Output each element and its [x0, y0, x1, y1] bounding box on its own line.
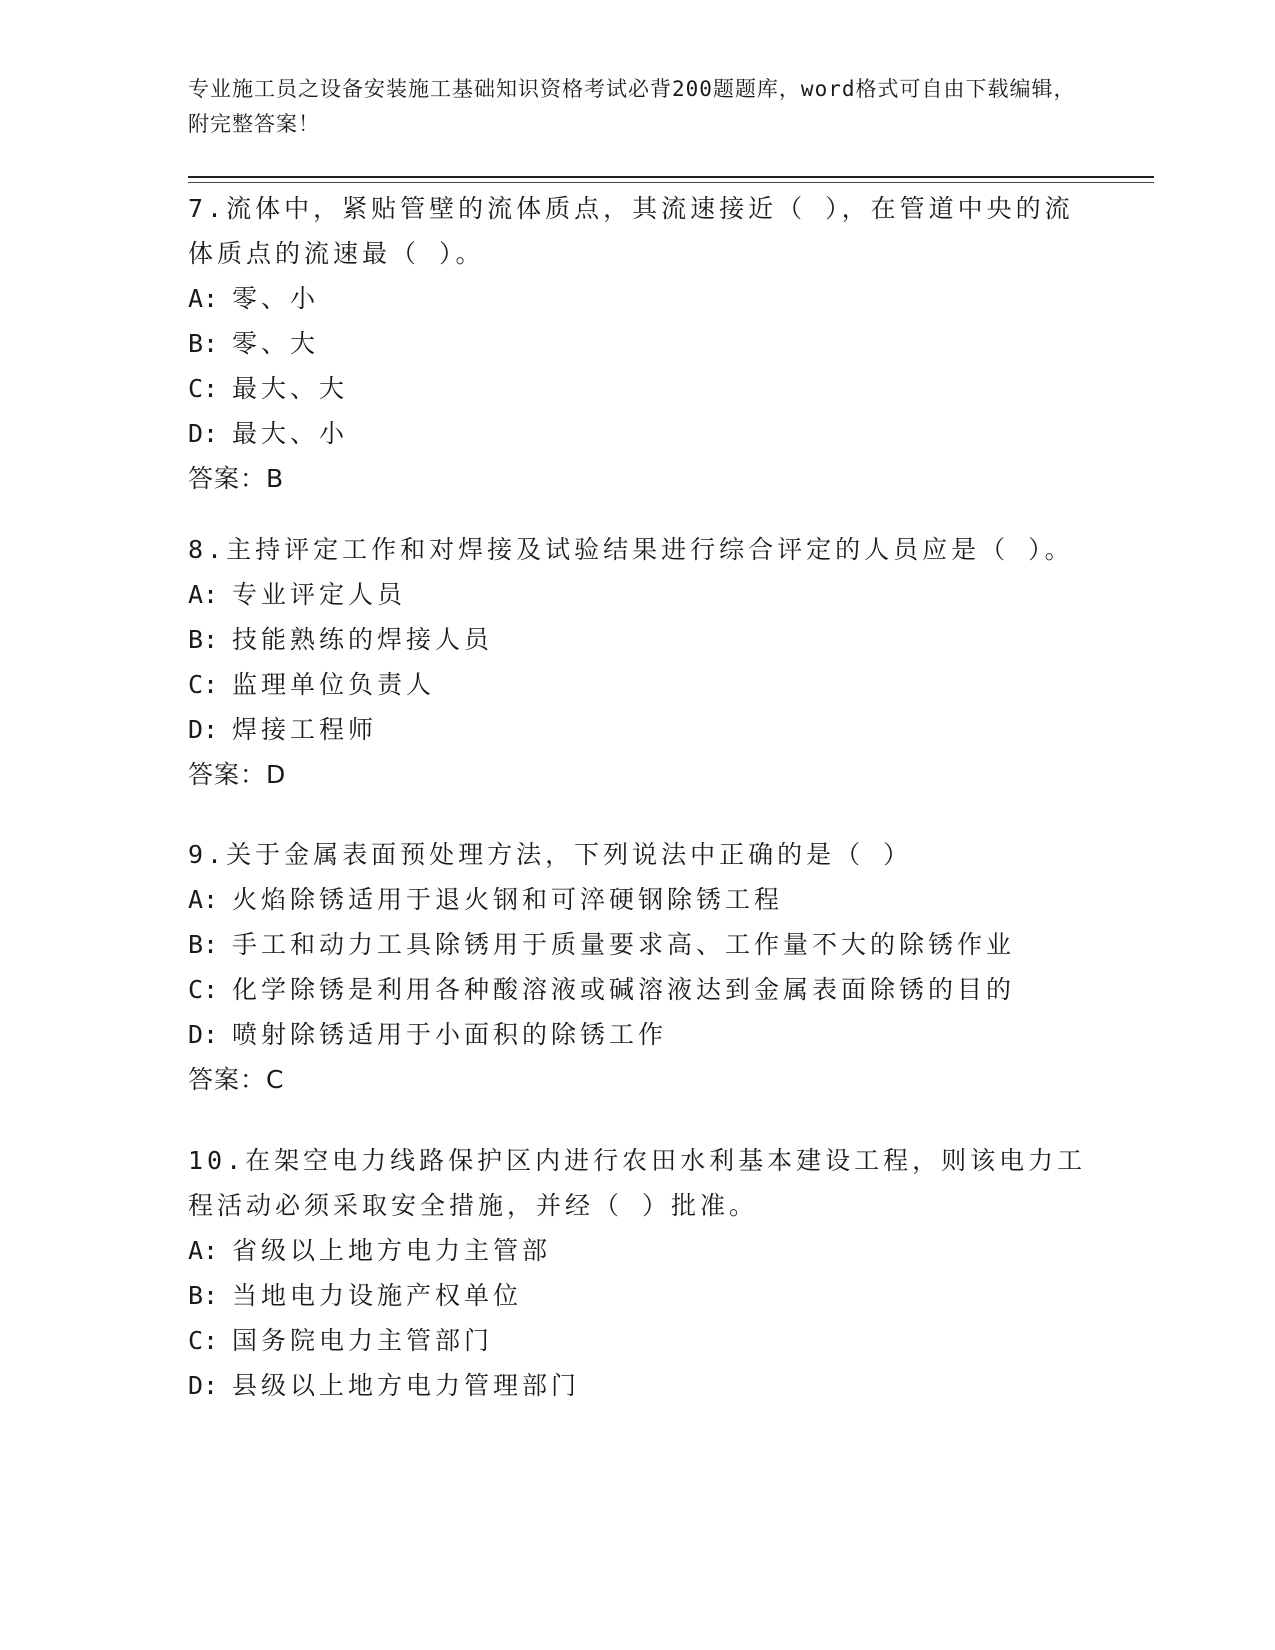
option-d	[188, 1363, 1088, 1408]
option-text: 国务院电力主管部门	[232, 1326, 494, 1355]
document-intro: 专业施工员之设备安装施工基础知识资格考试必背200题题库，word格式可自由下载编辑，附完整答案！	[188, 77, 1076, 136]
option-letter: D:	[188, 1020, 219, 1049]
option-text: 手工和动力工具除锈用于质量要求高、工作量不大的除锈作业	[232, 930, 1016, 959]
option-b	[188, 922, 1088, 967]
option-d	[188, 1012, 1088, 1057]
question-text: 8.主持评定工作和对焊接及试验结果进行综合评定的人员应是（ ）。	[188, 535, 1074, 564]
question-block	[188, 832, 1088, 1102]
question-text: 7.流体中，紧贴管壁的流体质点，其流速接近（ ），在管道中央的流体质点的流速最（ ）。	[188, 194, 1074, 268]
option-letter: B:	[188, 930, 219, 959]
option-letter: D:	[188, 419, 219, 448]
header-divider	[188, 176, 1154, 178]
option-c	[188, 1318, 1088, 1363]
option-c	[188, 366, 1088, 411]
option-letter: A:	[188, 284, 219, 313]
option-d	[188, 411, 1088, 456]
option-text: 县级以上地方电力管理部门	[232, 1371, 581, 1400]
option-b	[188, 321, 1088, 366]
option-text: 最大、大	[232, 374, 349, 403]
option-a	[188, 572, 1088, 617]
option-letter: C:	[188, 975, 219, 1004]
question-text: 9.关于金属表面预处理方法，下列说法中正确的是（ ）	[188, 840, 913, 869]
option-text: 化学除锈是利用各种酸溶液或碱溶液达到金属表面除锈的目的	[232, 975, 1016, 1004]
option-text: 省级以上地方电力主管部	[232, 1236, 552, 1265]
option-d	[188, 707, 1088, 752]
question-block	[188, 1138, 1088, 1408]
option-text: 当地电力设施产权单位	[232, 1281, 523, 1310]
option-a	[188, 877, 1088, 922]
option-letter: C:	[188, 670, 219, 699]
option-b	[188, 617, 1088, 662]
option-text: 喷射除锈适用于小面积的除锈工作	[232, 1020, 668, 1049]
answer-line: 答案：D	[188, 760, 287, 789]
question-text: 10.在架空电力线路保护区内进行农田水利基本建设工程，则该电力工程活动必须采取安全措施，并经（ ）批准。	[188, 1146, 1087, 1220]
option-text: 焊接工程师	[232, 715, 378, 744]
option-b	[188, 1273, 1088, 1318]
option-text: 火焰除锈适用于退火钢和可淬硬钢除锈工程	[232, 885, 784, 914]
question-block	[188, 527, 1088, 797]
option-c	[188, 967, 1088, 1012]
option-text: 零、小	[232, 284, 320, 313]
option-letter: C:	[188, 374, 219, 403]
option-letter: D:	[188, 1371, 219, 1400]
answer-line: 答案：C	[188, 1065, 285, 1094]
option-text: 零、大	[232, 329, 320, 358]
option-letter: A:	[188, 1236, 219, 1265]
option-text: 技能熟练的焊接人员	[232, 625, 494, 654]
option-text: 监理单位负责人	[232, 670, 436, 699]
option-letter: D:	[188, 715, 219, 744]
option-letter: B:	[188, 625, 219, 654]
header-divider-thin	[188, 182, 1154, 183]
option-a	[188, 1228, 1088, 1273]
option-text: 专业评定人员	[232, 580, 407, 609]
option-c	[188, 662, 1088, 707]
option-letter: B:	[188, 329, 219, 358]
option-text: 最大、小	[232, 419, 349, 448]
option-letter: B:	[188, 1281, 219, 1310]
option-letter: C:	[188, 1326, 219, 1355]
option-letter: A:	[188, 580, 219, 609]
answer-line: 答案：B	[188, 464, 285, 493]
option-letter: A:	[188, 885, 219, 914]
question-block	[188, 186, 1088, 501]
option-a	[188, 276, 1088, 321]
